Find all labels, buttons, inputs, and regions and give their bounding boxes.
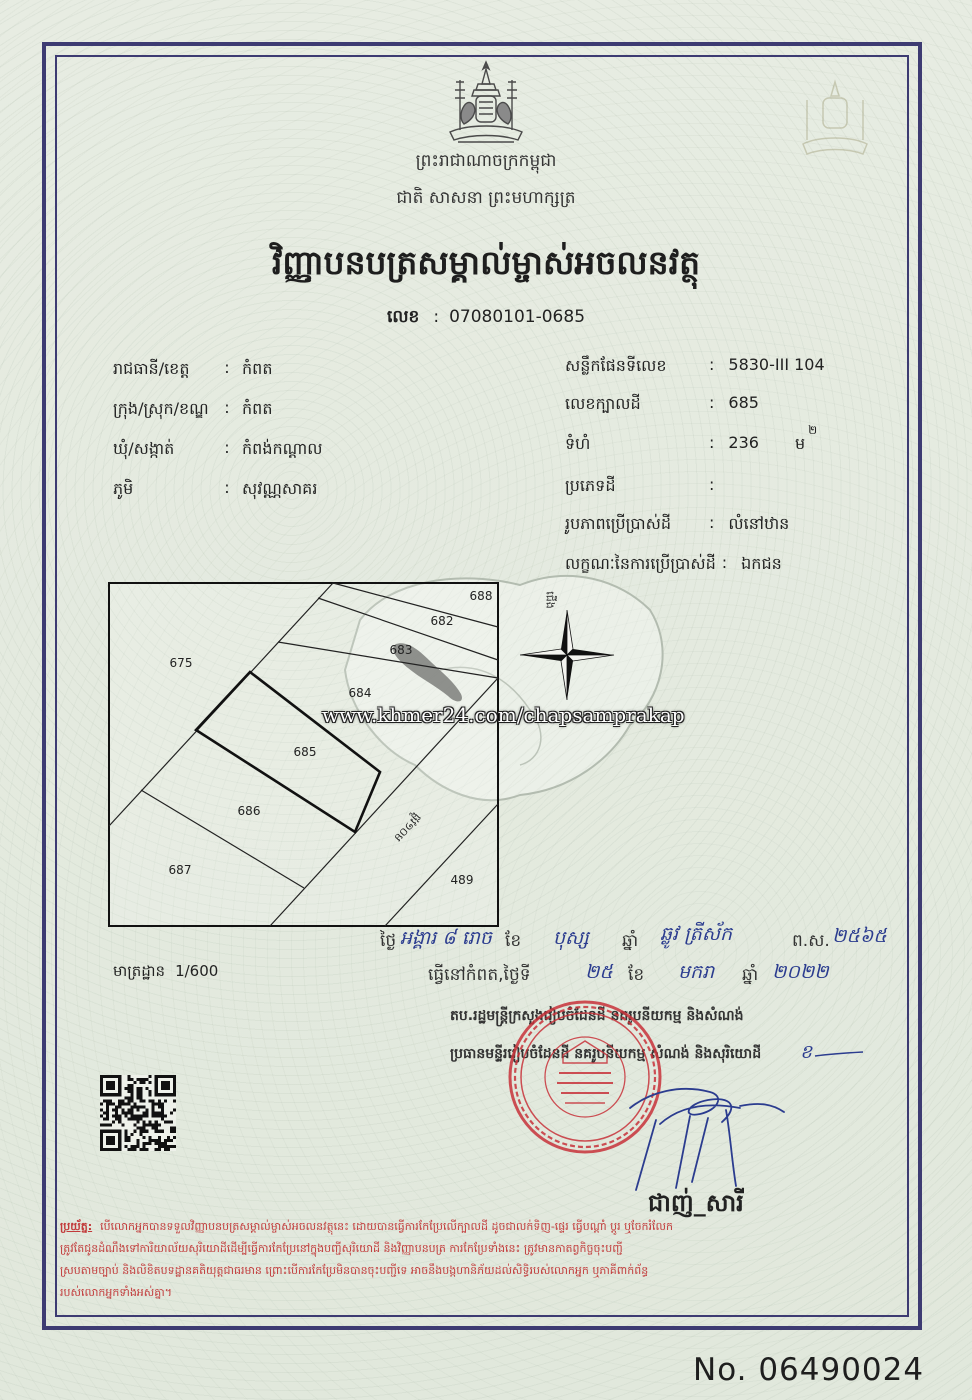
notice-line: បើលោកអ្នកបានទទួលវិញ្ញាបនបត្រសម្គាល់ម្ចាស់អចលនវត្ថុនេះ ដោយបានធ្វើការកែប្រែលើក្បាលដី ដូចជាលក់ទិញ-ផ្ទេរ ធ្វើបណ្ដាំ ប្ដូរ ឬចែករំលែក [100,1220,673,1233]
info-value: លំនៅឋាន [728,514,790,533]
info-value: ឯកជន [741,554,782,573]
location-row-province [113,358,443,382]
certificate-number-label: លេខ [386,307,420,327]
info-row-land-use [565,513,905,537]
location-separator: : [224,478,230,497]
info-separator: : [709,513,715,532]
signature-icon [590,1062,790,1192]
location-label: ភូមិ [113,479,134,498]
info-label: ទំហំ [565,434,591,453]
map-scale [113,962,218,984]
notice-line: របស់លោកអ្នកទាំងអស់គ្នា។ [60,1286,172,1299]
scale-value: 1/600 [175,962,219,980]
signatory-title-line-2: ប្រធានមន្ទីររៀបចំដែនដី នគរូបនីយកម្ម សំណង់ និងសុរិយោដី [450,1046,762,1062]
road-label: ផ្លូវ១០ម [391,810,424,845]
area-unit: ម [794,434,806,453]
info-separator: : [709,475,715,494]
info-label: សន្លឹកផែនទីលេខ [565,356,667,375]
notice-block [60,1216,910,1304]
lunar-year-prefix: ឆ្នាំ [622,931,639,951]
location-value: កំពត [242,399,273,418]
era-year-handwritten: ២៥៦៥ [832,925,887,947]
signatory-handwritten-mark: ខ [800,1041,813,1063]
motto-heading: ជាតិ សាសនា ព្រះមហាក្សត្រ [396,188,576,208]
info-row-land-type [565,475,905,499]
serial-number: No. 06490024 [693,1352,925,1388]
parcel-label-686: 686 [237,804,261,818]
info-separator: : [709,393,715,412]
location-separator: : [224,358,230,377]
qr-code-icon [100,1075,176,1151]
civil-date-prefix: ធ្វើនៅកំពត,ថ្ងៃទី [428,965,531,985]
lunar-day-handwritten: អង្គារ ៨ រោច [400,927,492,949]
info-value: 236 [728,433,759,452]
parcel-map [108,582,499,927]
info-row-parcel-number [565,393,905,417]
location-row-village [113,478,443,502]
parcel-label-675: 675 [169,656,193,670]
civil-year-prefix: ឆ្នាំ [742,965,759,985]
watermark-url: www.khmer24.com/chapsamprakap [322,703,685,727]
north-label: ជើង [543,591,557,609]
signatory-name: ជាញ់_សារី [648,1189,744,1217]
location-separator: : [224,398,230,417]
civil-month-prefix: ខែ [628,965,645,985]
info-value: 5830-III 104 [728,355,825,374]
parcel-label-688: 688 [469,589,493,603]
location-label: រាជធានី/ខេត្ត [113,359,190,378]
lunar-year-handwritten: ឆ្លូវ ត្រីស័ក [660,923,733,945]
location-row-commune [113,438,443,462]
parcel-label-687: 687 [168,863,192,877]
parcel-label-683: 683 [389,643,413,657]
info-label: ប្រភេទដី [565,476,616,495]
kingdom-heading: ព្រះរាជាណាចក្រកម្ពុជា [415,151,557,171]
certificate-number: 07080101-0685 [449,307,586,327]
location-value: កំពត [242,359,273,378]
location-row-district [113,398,443,422]
civil-month-handwritten: មករា [678,961,715,983]
info-row-ownership-type [565,553,905,577]
scale-label: មាត្រដ្ឋាន [113,962,166,980]
lunar-month-prefix: ខែ [505,931,522,951]
area-unit-superscript: ២ [808,423,818,437]
info-label: រូបភាពប្រើប្រាស់ដី [565,514,672,533]
parcel-label-685: 685 [293,745,317,759]
notice-line: ស្របតាមច្បាប់ និងលិខិតបទដ្ឋានគតិយុត្តជាធរមាន ព្រោះបើការកែប្រែមិនបានចុះបញ្ជីទេ អាចនឹងបង្កហានិភ័យដល់សិទ្ធិរបស់លោកអ្នក ឬភាគីពាក់ព័ន្ធ [60,1264,649,1277]
lunar-day-prefix: ថ្ងៃ [380,931,397,951]
lunar-month-handwritten: បុស្ស [553,927,589,949]
info-label: លេខក្បាលដី [565,394,641,413]
info-label: លក្ខណៈនៃការប្រើប្រាស់ដី [565,554,716,573]
signatory-title-line-1: តប.រដ្ឋមន្ត្រីក្រសួងរៀបចំដែនដី នគរូបនីយកម្ម និងសំណង់ [450,1008,744,1024]
info-value: 685 [728,393,759,412]
info-row-map-sheet [565,355,905,379]
location-label: ឃុំ/សង្កាត់ [113,439,175,458]
coat-of-arms-icon [438,60,534,152]
notice-line: ត្រូវតែជូនដំណឹងទៅការិយាល័យសុរិយោដីដើម្បីធ្វើការកែប្រែនៅក្នុងបញ្ជីសុរិយោដី និងវិញ្ញាបនបត្រ ការកែប្រែទាំងនេះ ត្រូវមានកាតព្វកិច្ចចុះបញ្ជី [60,1242,623,1255]
location-value: សុវណ្ណសាគរ [242,479,318,498]
location-label: ក្រុង/ស្រុក/ខណ្ឌ [113,399,209,418]
compass-rose-icon [517,605,617,705]
handwritten-stroke [815,1048,865,1062]
info-separator: : [709,355,715,374]
certificate-number-line [0,306,972,331]
info-row-area [565,423,905,457]
info-separator: : [721,553,728,572]
document-title: វិញ្ញាបនបត្រសម្គាល់ម្ចាស់អចលនវត្ថុ [271,243,701,282]
parcel-label-684: 684 [348,686,372,700]
parcel-label-682: 682 [430,614,454,628]
parcel-label-489: 489 [450,873,474,887]
era-prefix: ព.ស. [792,931,830,951]
certificate-number-separator: : [433,307,440,327]
info-separator: : [709,433,715,452]
location-value: កំពង់កណ្ដាល [242,439,323,458]
location-separator: : [224,438,230,457]
civil-day-handwritten: ២៥ [585,961,613,983]
notice-label: ប្រយ័ត្ន: [60,1220,93,1233]
civil-year-handwritten: ២០២២ [772,961,829,983]
